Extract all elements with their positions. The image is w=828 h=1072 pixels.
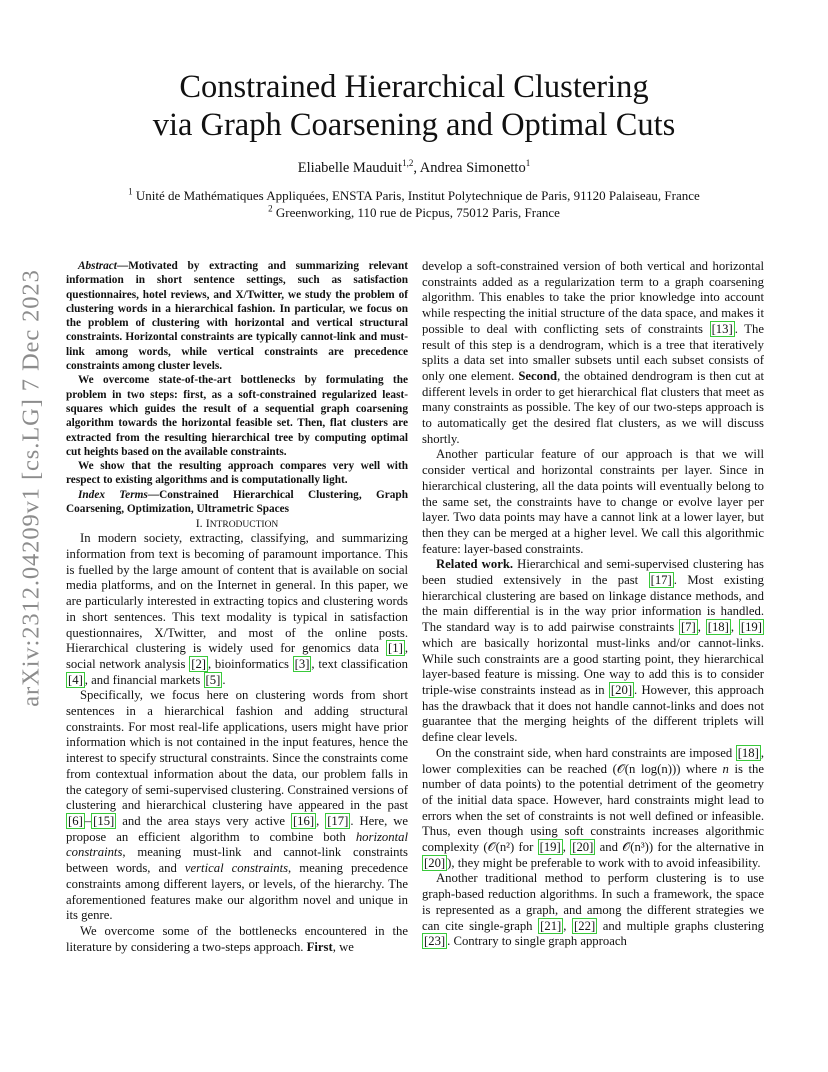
title-line-1: Constrained Hierarchical Clustering [179,69,649,105]
intro-paragraph-2 [66,688,408,924]
author-1: Eliabelle Mauduit [297,160,403,176]
citation-16[interactable]: [16] [292,814,315,828]
text-run: , [316,814,326,828]
affiliation-2-sup: 2 [268,203,273,214]
citation-17[interactable]: [17] [327,814,349,828]
text-run: , [730,620,739,635]
author-1-sup: 1,2 [402,158,414,169]
text-run: , the obtained dendrogram is then cut at different levels in order to get hierarchical flat clusters that meet as many constraints as possible. The key of our two-steps approach is to automatically get the desired flat clusters, as we will discuss shortly. [422,368,764,446]
right-paragraph-2: Another particular feature of our approach is that we will consider vertical and horizontal constraints per layer. Since in hierarchical clustering, all the data points will eventually belong to the same set, the constraints have to change or evolve layer per layer. Two data points may have a cannot link at a lower layer, but then they can be merged at a higher level. We call this algorithmic feature: layer-based constraints. [422,447,764,556]
constraint-side-paragraph [422,746,764,872]
left-column [66,259,408,955]
text-run: and the area stays very active [116,814,291,828]
text-run: , we [332,939,354,954]
text-run: and [595,840,623,855]
term-horizontal-constraints: horizontal constraints [66,829,408,860]
text-run: Hierarchical and semi-supervised clustering has been studied extensively in the past [422,557,764,588]
citation-19[interactable]: [19] [740,620,762,635]
citation-3[interactable]: [3] [294,656,310,671]
index-terms-label: Index Terms [78,488,148,501]
right-paragraph-1 [422,259,764,447]
intro-paragraph-3 [66,924,408,955]
affiliation-1 [0,187,828,204]
text-run: and multiple graphs clustering [597,918,765,933]
text-run: . However, this approach has the drawback that it does not handle cannot-links and does not guarantee that the merging heights of the different triplets will define clear levels. [422,682,764,745]
citation-5[interactable]: [5] [205,672,221,687]
abstract-paragraph-3: We show that the resulting approach compares very well with respect to existing algorithms and is computationally light. [66,460,408,487]
text-run: , [562,840,571,855]
citation-20[interactable]: [20] [572,840,594,855]
citation-20[interactable]: [20] [610,682,633,697]
citation-19[interactable]: [19] [539,840,561,855]
text-run: is the number of data points) to the potential detriment of the geometry of the initial data space. However, hard constraints might lead to errors when the set of constraints is not well defined or infeasible. Thus, even though using soft constraints increases algorithmic complexity ( [422,761,764,855]
affiliation-1-sup: 1 [128,186,133,197]
citation-13[interactable]: [13] [711,321,733,336]
text-run: . The result of this step is a dendrogram, which is a tree that iteratively splits a data set into smaller subsets until each subset consists of only one element. [422,321,764,383]
citation-4[interactable]: [4] [68,672,83,687]
text-run: , meaning must-link and cannot-link constraints between words, and [66,845,408,876]
math-n: n [722,761,729,776]
text-run: , lower complexities can be reached ( [422,745,764,776]
index-terms-dash: — [147,488,160,501]
math-complexity-n3: 𝒪(n³) [622,840,649,855]
author-sep: , [413,160,420,176]
text-run: We overcome some of the bottlenecks encountered in the literature by considering a two-steps approach. [66,923,408,954]
citation-20[interactable]: [20] [424,855,446,870]
index-terms [66,488,408,517]
math-complexity-nlogn: 𝒪(n log(n)) [616,761,677,776]
bold-second: Second [518,368,558,383]
right-column [422,259,764,950]
math-complexity-n2: 𝒪(n²) [487,840,515,855]
text-run: ) where [676,761,723,776]
bold-first: First [306,939,333,954]
citation-2[interactable]: [2] [191,656,207,671]
term-vertical-constraints: vertical constraints [184,861,289,876]
citation-23[interactable]: [23] [424,934,446,949]
section-first-letter: I [205,516,210,531]
citation-1[interactable]: [1] [388,641,403,656]
arxiv-stamp [12,268,52,707]
text-run: for [514,840,538,855]
text-run: , [563,918,573,933]
text-run: On the constraint side, when hard constraints are imposed [436,745,736,760]
text-run: , bioinformatics [208,656,293,671]
citation-7[interactable]: [7] [680,620,696,635]
index-terms-text: Constrained Hierarchical Clustering, Graph Coarsening, Optimization, Ultrametric Spaces [66,488,408,516]
text-run: ) for the alternative in [648,840,765,855]
citation-18[interactable]: [18] [707,620,729,635]
author-2: Andrea Simonetto [419,160,526,176]
text-run: – [84,814,92,828]
arxiv-stamp-text: arXiv:2312.04209v1 [cs.LG] 7 Dec 2023 [18,268,45,707]
text-run: . Here, we propose an efficient algorithm to combine both [66,814,408,844]
affiliation-1-text: Unité de Mathématiques Appliquées, ENSTA Paris, Institut Polytechnique de Paris, 91120 Palaiseau, France [132,188,700,203]
text-run: Specifically, we focus here on clustering words from short sentences in a hierarchical fashion and adding structural constraints. For most real-life applications, users might have prior information which is not contained in the input features, hence the interest to specify structural constraints. Since the constraints come from contextual information about the data, our problem falls in the category of semi-supervised clustering. Constrained versions of clustering and hierarchical clustering have appeared in the past [66,688,408,813]
citation-15[interactable]: [15] [93,814,115,828]
citation-18[interactable]: [18] [737,745,759,760]
text-run: develop a soft-constrained version of both vertical and horizontal constraints added as a regularization term to a graph coarsening algorithm. This enables to take the prior knowledge into account while respecting the initial structure of the data space, and makes it possible to deal with conflicting sets of constraints [422,259,764,336]
affiliation-2-text: Greenworking, 110 rue de Picpus, 75012 Paris, France [272,205,560,220]
title-line-2: via Graph Coarsening and Optimal Cuts [152,107,676,143]
text-run: . Most existing hierarchical clustering are based on linkage distance methods, and the main differential is in the way prior information is handled. The standard way is to add pairwise constraints [422,573,764,635]
intro-paragraph-1 [66,531,408,688]
graph-methods-paragraph [422,871,764,950]
abstract-paragraph-2: We overcome state-of-the-art bottlenecks by formulating the problem in two steps: first, as a soft-constrained regularized least-squares which guides the result of a sequential graph coarsening algorithm towards the horizontal feasible set. Then, flat clusters are extracted from the resulting hierarchical tree by computing optimal cut heights based on the available constraints. [66,374,408,458]
section-rest: NTRODUCTION [209,520,279,531]
citation-17[interactable]: [17] [650,573,672,588]
text-run: , and financial markets [84,672,204,687]
affiliation-2 [0,204,828,221]
related-work-paragraph [422,557,764,745]
abstract-text-1: Motivated by extracting and summarizing relevant information in short sentence settings, such as satisfaction questionnaires, hotel reviews, and X/Twitter, we study the problem of clustering words in a hierarchical fashion. In particular, we focus on the problem of clustering with horizontal and vertical structural constraints. Horizontal constraints are typically cannot-link and must-link among words, while vertical constraints are precedence constraints among cluster levels. [66,260,408,373]
text-run: which are basically horizontal must-links and/or cannot-links. While such constraints are a good starting point, they hierarchical layer-based feature is missing. One way to add this is to consider triple-wise constraints instead as in [422,635,764,697]
section-numeral: I. [195,516,206,531]
author-2-sup: 1 [525,158,531,169]
affiliations [0,187,828,221]
abstract-label: Abstract [78,260,117,272]
text-run: , social network analysis [66,641,408,671]
paper-title [0,68,828,144]
text-run: , text classification [311,656,408,671]
citation-21[interactable]: [21] [540,918,562,933]
text-run: , meaning precedence constraints among different layers, or levels, of the hierarchy. The aforementioned features make our algorithm novel and unique in its genre. [66,861,408,923]
text-run: In modern society, extracting, classifying, and summarizing information from text is becoming of paramount importance. This is fuelled by the large amount of content that is available on social media platforms, and on the Internet in general. In this paper, we are particularly interested in extracting topics and clustering words in short sentences. This text modality is typical in satisfaction questionnaires, X/Twitter, and most of the online posts. Hierarchical clustering is widely used for genomics data [66,531,408,656]
text-run: . Contrary to single graph approach [447,934,627,949]
section-heading-introduction [66,516,408,531]
text-run: Another traditional method to perform clustering is to use graph-based reduction algorithms. In such a framework, the space is represented as a graph, and among the different strategies we can cite single-graph [422,871,764,933]
author-list [0,160,828,177]
citation-6[interactable]: [6] [68,814,83,828]
abstract-paragraph-1 [66,259,408,373]
abstract-dash: — [116,260,129,272]
citation-22[interactable]: [22] [574,918,596,933]
text-run: ), they might be preferable to work with to avoid infeasibility. [447,855,761,870]
text-run: , [697,620,706,635]
related-work-label: Related work. [436,557,514,572]
text-run: . [222,672,226,687]
